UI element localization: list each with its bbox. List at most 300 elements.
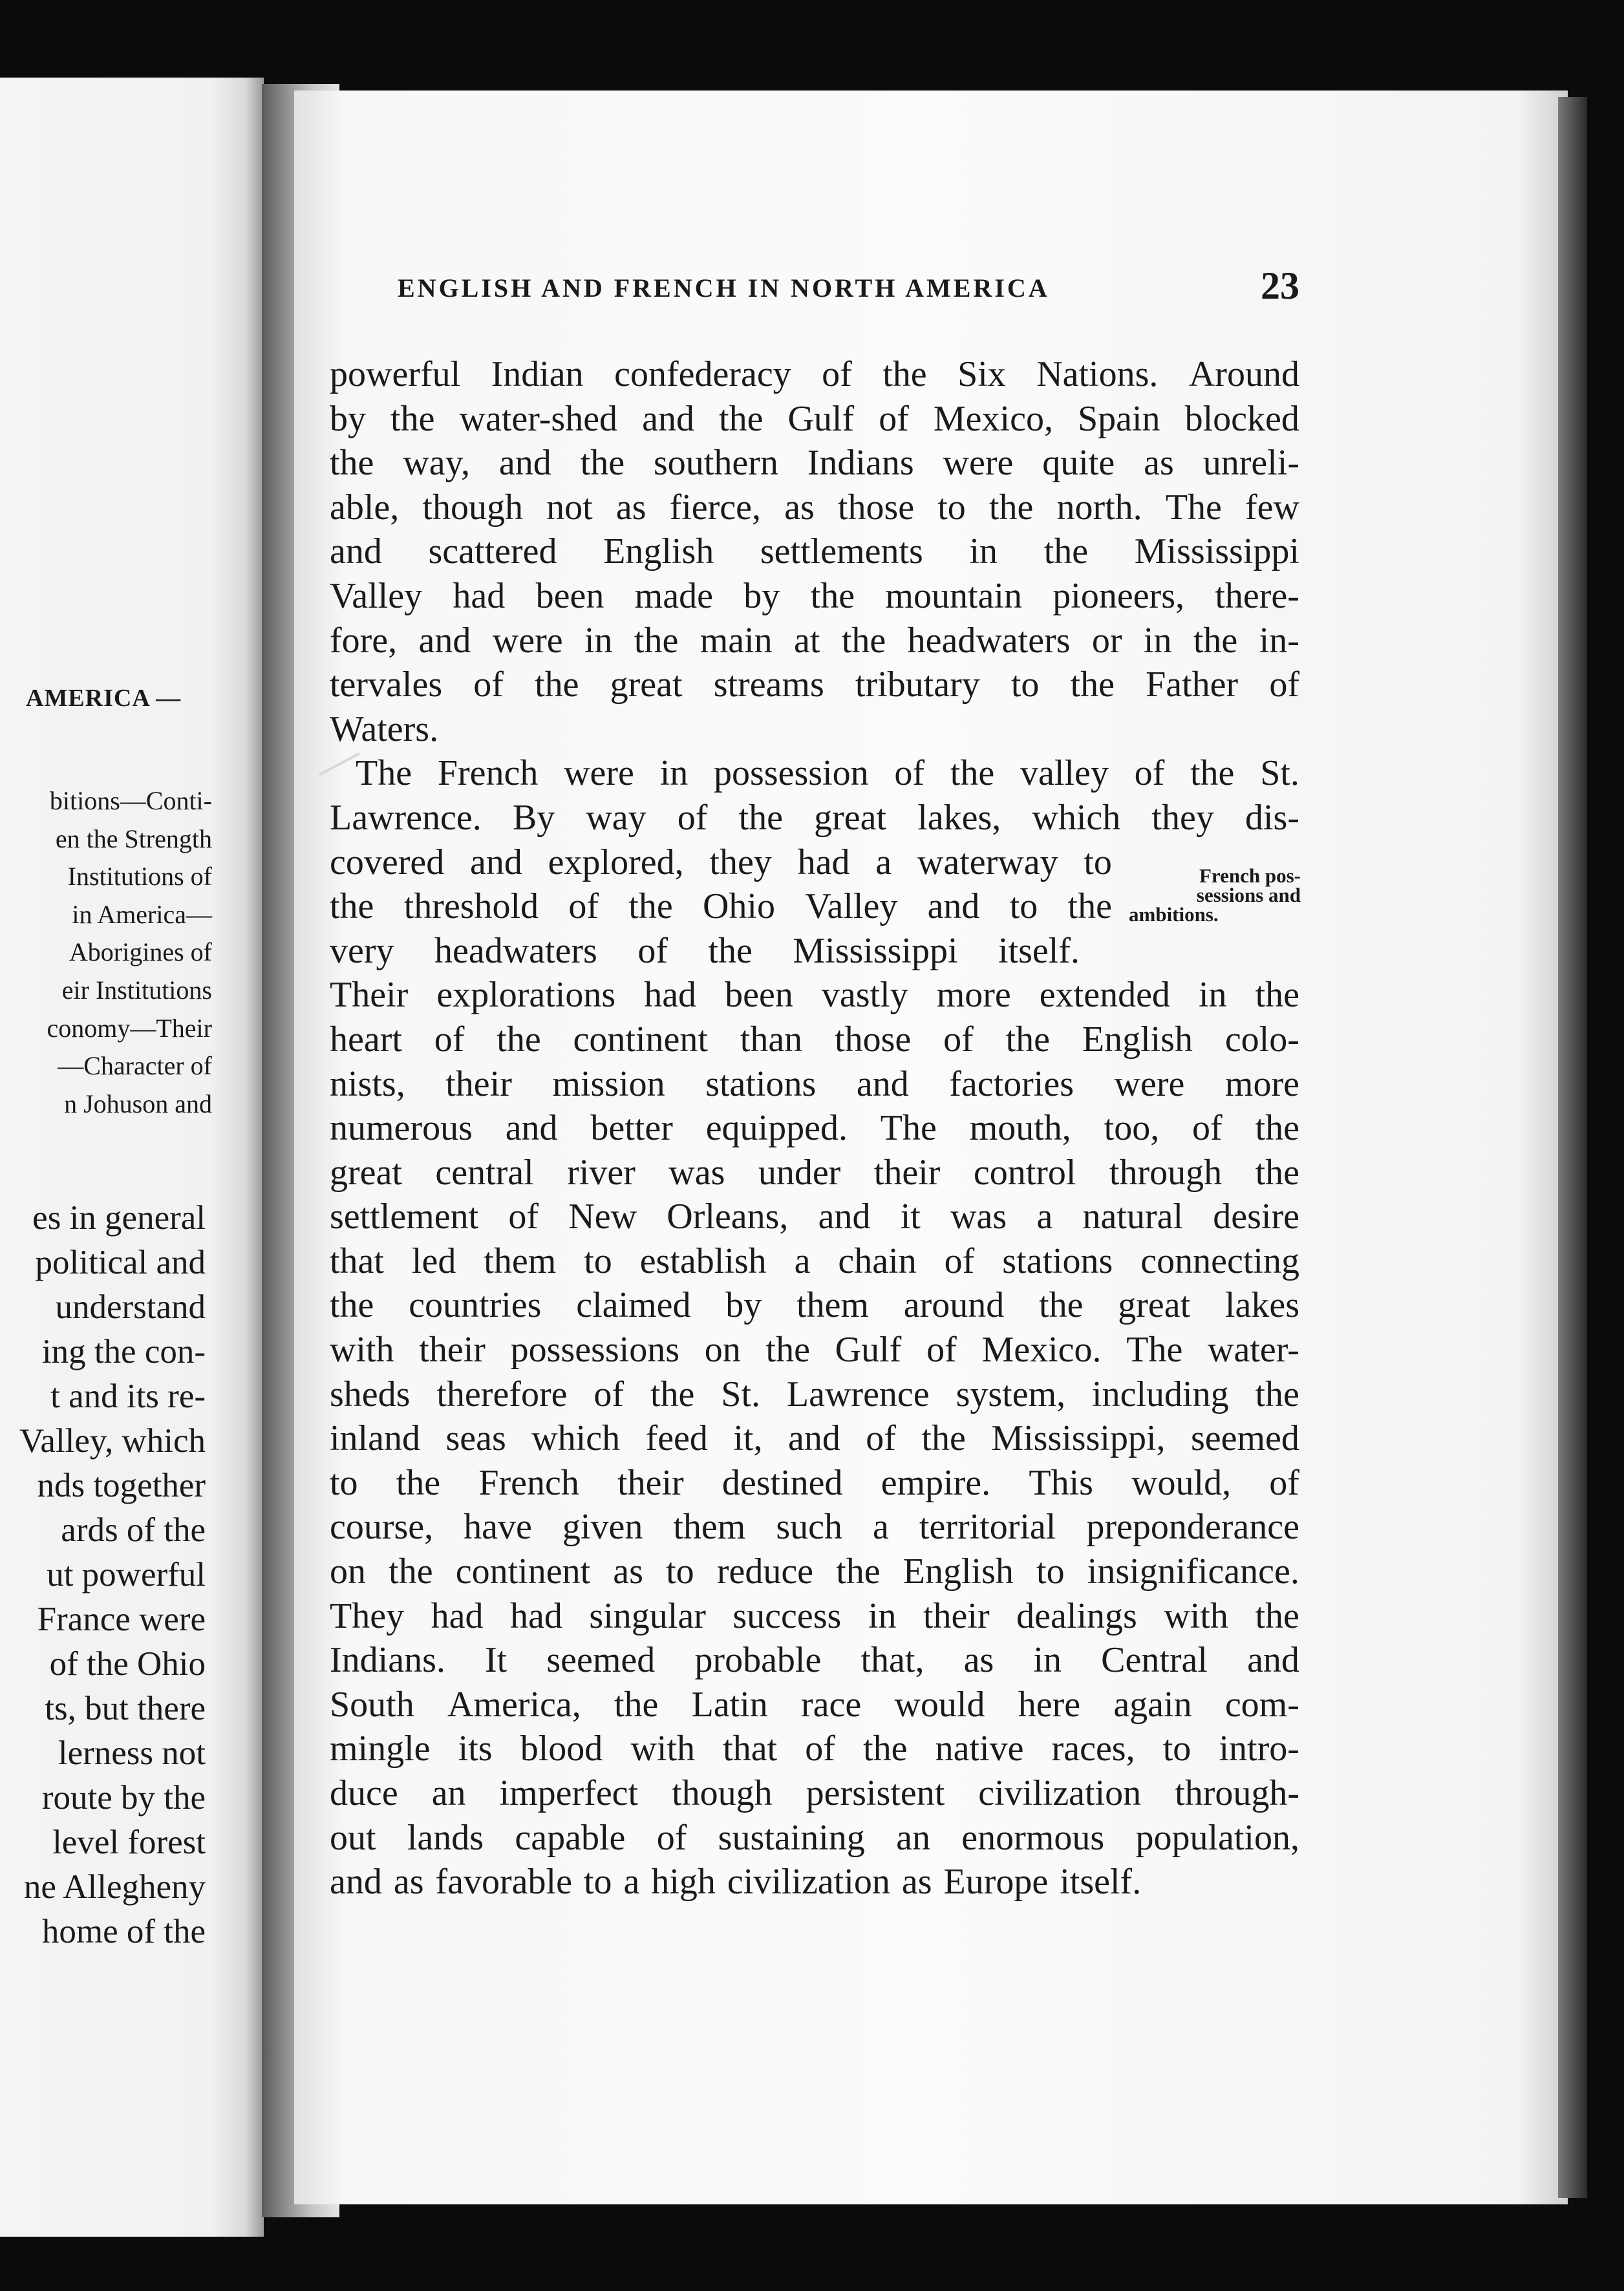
word: great — [610, 665, 683, 705]
word: that — [330, 1241, 384, 1281]
summary-line: in America— — [72, 899, 212, 929]
word: the — [535, 665, 579, 705]
word: French — [478, 1462, 579, 1503]
word: water- — [1208, 1330, 1299, 1370]
word: and — [787, 1418, 840, 1459]
word: blood — [520, 1729, 603, 1769]
word: They — [330, 1595, 405, 1636]
word: the — [1190, 753, 1235, 794]
word: made — [634, 575, 713, 616]
word: Mexico, — [933, 398, 1053, 439]
word: the — [1039, 1285, 1084, 1326]
word: great — [330, 1152, 402, 1193]
word: Mississippi, — [991, 1418, 1166, 1459]
word: seas — [445, 1418, 506, 1459]
word: had — [797, 842, 850, 882]
word: those — [835, 1019, 912, 1060]
word: in — [584, 620, 613, 661]
word: Nations. — [1036, 354, 1159, 394]
word: The — [356, 753, 412, 794]
text-line — [330, 1860, 1299, 1904]
text-line — [330, 1062, 1299, 1107]
word: Their — [330, 975, 409, 1016]
word: enormous — [961, 1817, 1105, 1858]
word: very — [330, 930, 394, 971]
word: that, — [860, 1640, 924, 1681]
word: an — [896, 1817, 930, 1858]
left-text-line: home of the — [41, 1913, 206, 1950]
word: of — [568, 886, 599, 927]
word: the — [988, 487, 1034, 527]
word: headwaters — [907, 620, 1071, 661]
text-line — [330, 1727, 1299, 1771]
word: of — [1269, 1462, 1299, 1503]
left-text-line: ne Allegheny — [23, 1868, 206, 1906]
word: of — [944, 1241, 975, 1281]
word: confederacy — [614, 354, 791, 394]
word: The — [880, 1108, 937, 1149]
text-line — [330, 884, 1112, 929]
word: capable — [515, 1817, 626, 1858]
text-line — [330, 1328, 1299, 1372]
word: valley — [1020, 753, 1109, 794]
text-line — [330, 1106, 1299, 1151]
word: to — [584, 1241, 612, 1281]
word: under — [758, 1152, 841, 1193]
left-page-heading: AMERICA — — [26, 685, 182, 712]
word: and — [470, 842, 522, 882]
word: had — [453, 575, 506, 616]
word: chain — [838, 1241, 917, 1281]
text-line — [330, 1239, 1299, 1284]
word: with — [1164, 1595, 1228, 1636]
sidenote-line: sessions and — [1196, 884, 1301, 906]
text-line — [330, 1638, 1299, 1683]
main-body-text — [330, 352, 1299, 1904]
word: as — [615, 487, 646, 527]
word: the — [810, 575, 855, 616]
word: Indians. — [330, 1640, 445, 1681]
word: insignificance. — [1087, 1551, 1299, 1592]
word: settlement — [330, 1197, 479, 1237]
word: control — [973, 1152, 1076, 1193]
word: of — [822, 354, 852, 394]
word: and — [505, 1108, 558, 1149]
word: the — [580, 443, 625, 484]
word: St. — [721, 1374, 760, 1414]
word: or — [1091, 620, 1122, 661]
word: South — [330, 1684, 414, 1725]
word: English — [1082, 1019, 1193, 1060]
word: dis- — [1245, 797, 1299, 838]
word: by — [330, 398, 366, 439]
word: of — [677, 797, 708, 838]
word: mingle — [330, 1729, 431, 1769]
sidenote-line: ambitions. — [1129, 903, 1219, 926]
word: Lawrence. — [330, 797, 482, 838]
word: Father — [1146, 665, 1239, 705]
word: continent — [573, 1019, 708, 1060]
word: French — [437, 753, 539, 794]
word: Europe — [943, 1862, 1049, 1902]
text-line — [330, 973, 1299, 1018]
word: threshold — [403, 886, 539, 927]
word: New — [568, 1197, 637, 1237]
word: quite — [1042, 443, 1115, 484]
word: those — [837, 487, 915, 527]
word: system, — [956, 1374, 1066, 1414]
word: the — [921, 1418, 966, 1459]
text-line — [330, 1771, 1299, 1816]
word: and — [856, 1063, 909, 1104]
word: though — [422, 487, 523, 527]
word: their — [617, 1462, 684, 1503]
word: the — [841, 620, 886, 661]
word: nists, — [330, 1063, 405, 1104]
word: it, — [733, 1418, 763, 1459]
word: race — [801, 1684, 862, 1725]
word: the — [708, 930, 753, 971]
text-line — [330, 1018, 1299, 1062]
left-text-line: route by the — [41, 1779, 206, 1817]
summary-line: Institutions of — [67, 862, 212, 891]
word: inland — [330, 1418, 420, 1459]
word: seemed — [1190, 1418, 1299, 1459]
word: lands — [407, 1817, 484, 1858]
word: St. — [1260, 753, 1299, 794]
summary-line: —Character of — [58, 1051, 212, 1081]
word: would — [894, 1684, 985, 1725]
word: This — [1029, 1462, 1093, 1503]
word: of — [593, 1374, 625, 1414]
text-line — [330, 1151, 1299, 1195]
word: way — [586, 797, 646, 838]
word: though — [672, 1773, 773, 1813]
word: Ohio — [702, 886, 775, 927]
word: led — [411, 1241, 456, 1281]
left-text-line: ut powerful — [47, 1556, 206, 1593]
word: singular — [589, 1595, 706, 1636]
text-line — [330, 929, 1080, 974]
word: as — [784, 487, 815, 527]
word: Gulf — [835, 1330, 902, 1370]
word: out — [330, 1817, 376, 1858]
text-line — [330, 1550, 1299, 1594]
sidenote-line: French pos- — [1199, 864, 1301, 887]
word: with — [630, 1729, 695, 1769]
left-text-line: level forest — [52, 1824, 206, 1861]
word: at — [794, 620, 820, 661]
word: of — [879, 398, 909, 439]
word: Lawrence — [786, 1374, 930, 1414]
word: lakes, — [917, 797, 1001, 838]
left-text-line: ts, but there — [45, 1690, 206, 1727]
word: the — [1005, 1019, 1051, 1060]
word: Indians — [807, 443, 914, 484]
word: the — [1043, 531, 1089, 572]
left-page-body-text — [0, 1196, 206, 1954]
word: the — [1255, 1374, 1299, 1414]
word: the — [836, 1551, 881, 1592]
word: and — [330, 1862, 382, 1902]
word: through- — [1175, 1773, 1299, 1813]
word: It — [485, 1640, 508, 1681]
word: had — [644, 975, 697, 1016]
word: a — [1036, 1197, 1053, 1237]
word: as — [963, 1640, 994, 1681]
word: claimed — [576, 1285, 691, 1326]
summary-line: conomy—Their — [47, 1013, 212, 1043]
running-head: ENGLISH AND FRENCH IN NORTH AMERICA — [398, 273, 1050, 303]
word: establish — [639, 1241, 767, 1281]
word: tervales — [330, 665, 443, 705]
word: Around — [1188, 354, 1299, 394]
word: that — [723, 1729, 778, 1769]
word: river — [567, 1152, 636, 1193]
word: a — [623, 1862, 640, 1902]
word: not — [546, 487, 593, 527]
text-line — [330, 619, 1299, 663]
word: their — [923, 1595, 990, 1636]
summary-line: en the Strength — [55, 824, 212, 853]
text-line — [330, 485, 1299, 530]
word: population, — [1135, 1817, 1299, 1858]
word: powerful — [330, 354, 461, 394]
word: equipped. — [705, 1108, 848, 1149]
word: to — [1010, 665, 1040, 705]
text-line — [330, 796, 1299, 840]
word: the — [390, 398, 435, 439]
word: duce — [330, 1773, 398, 1813]
word: the — [628, 886, 673, 927]
word: reduce — [716, 1551, 814, 1592]
word: in — [868, 1595, 897, 1636]
word: the — [396, 1462, 441, 1503]
word: of — [656, 1817, 687, 1858]
word: persistent — [806, 1773, 945, 1813]
left-facing-page — [0, 78, 264, 2237]
word: a — [873, 1507, 889, 1548]
word: of — [508, 1197, 539, 1237]
word: were — [492, 620, 563, 661]
word: central — [435, 1152, 534, 1193]
word: great — [1118, 1285, 1191, 1326]
word: them — [673, 1507, 746, 1548]
word: north. — [1056, 487, 1142, 527]
text-line — [330, 1594, 1299, 1639]
word: native — [935, 1729, 1024, 1769]
text-line — [330, 1683, 1299, 1727]
word: was — [950, 1197, 1007, 1237]
word: better — [590, 1108, 673, 1149]
text-line — [330, 1505, 1299, 1550]
word: the — [1193, 620, 1238, 661]
left-text-line: of the Ohio — [49, 1645, 206, 1683]
word: mouth, — [969, 1108, 1071, 1149]
word: fore, — [330, 620, 398, 661]
word: able, — [330, 487, 400, 527]
word: the — [330, 886, 374, 927]
word: to — [1009, 886, 1038, 927]
word: the — [389, 1551, 433, 1592]
word: by — [725, 1285, 762, 1326]
word: the — [882, 354, 927, 394]
word: intro- — [1219, 1729, 1299, 1769]
word: as — [393, 1862, 424, 1902]
word: which — [531, 1418, 621, 1459]
left-text-line: nds together — [37, 1467, 206, 1504]
word: a — [794, 1241, 811, 1281]
word: fierce, — [669, 487, 761, 527]
word: water-shed — [459, 398, 618, 439]
word: America, — [447, 1684, 581, 1725]
word: heart — [330, 1019, 402, 1060]
word: way, — [403, 443, 470, 484]
word: the — [1255, 975, 1299, 1016]
word: Spain — [1078, 398, 1160, 439]
word: had — [431, 1595, 484, 1636]
word: Valley — [805, 886, 898, 927]
word: Six — [957, 354, 1006, 394]
word: sheds — [330, 1374, 411, 1414]
word: and — [330, 531, 382, 572]
word: in — [969, 531, 998, 572]
word: around — [903, 1285, 1005, 1326]
word: unreli- — [1202, 443, 1299, 484]
word: com- — [1224, 1684, 1299, 1725]
word: been — [725, 975, 793, 1016]
word: to — [1036, 1551, 1065, 1592]
word: again — [1113, 1684, 1192, 1725]
word: civilization — [978, 1773, 1142, 1813]
text-line — [330, 840, 1112, 885]
text-line — [330, 352, 1299, 397]
word: were — [943, 443, 1014, 484]
word: the — [719, 398, 764, 439]
word: extended — [1039, 975, 1170, 1016]
word: in — [1143, 620, 1172, 661]
word: as — [901, 1862, 932, 1902]
word: Mississippi — [1134, 531, 1299, 572]
word: of — [434, 1019, 465, 1060]
word: of — [1134, 753, 1165, 794]
word: such — [776, 1507, 842, 1548]
left-text-line: understand — [55, 1288, 206, 1326]
word: the — [1067, 886, 1112, 927]
word: with — [330, 1330, 394, 1370]
word: Mississippi — [793, 930, 958, 971]
text-line — [330, 397, 1299, 442]
word: the — [330, 443, 374, 484]
word: of — [894, 753, 925, 794]
word: their — [873, 1152, 941, 1193]
word: to — [1162, 1729, 1191, 1769]
word: in- — [1259, 620, 1299, 661]
word: given — [562, 1507, 643, 1548]
word: success — [732, 1595, 842, 1636]
word: blocked — [1184, 398, 1299, 439]
word: to — [583, 1862, 612, 1902]
word: itself. — [998, 930, 1080, 971]
word: Valley — [330, 575, 423, 616]
word: dealings — [1016, 1595, 1137, 1636]
word: of — [926, 1330, 957, 1370]
word: countries — [409, 1285, 542, 1326]
word: races, — [1051, 1729, 1135, 1769]
text-line — [330, 1816, 1299, 1860]
word: of — [943, 1019, 974, 1060]
word: empire. — [881, 1462, 991, 1503]
text-line — [330, 1283, 1299, 1328]
word: too, — [1104, 1108, 1160, 1149]
word: were — [1114, 1063, 1185, 1104]
word: in — [1033, 1640, 1062, 1681]
word: been — [535, 575, 604, 616]
word: Indian — [491, 354, 584, 394]
word: more — [1224, 1063, 1299, 1104]
word: in — [1198, 975, 1227, 1016]
summary-line: Aborigines of — [69, 937, 212, 967]
word: them — [796, 1285, 869, 1326]
left-text-line: political and — [35, 1244, 206, 1281]
left-text-line: ards of the — [61, 1511, 206, 1549]
left-text-line: France were — [37, 1601, 206, 1638]
left-page-chapter-summary — [0, 782, 212, 1123]
word: the — [330, 1285, 374, 1326]
word: on — [704, 1330, 741, 1370]
word: of — [473, 665, 504, 705]
word: them — [484, 1241, 557, 1281]
word: were — [564, 753, 634, 794]
word: of — [805, 1729, 835, 1769]
text-line — [330, 574, 1299, 619]
word: The — [1126, 1330, 1183, 1370]
word: the — [497, 1019, 541, 1060]
word: the — [738, 797, 784, 838]
word: their — [445, 1063, 512, 1104]
word: destined — [721, 1462, 843, 1503]
summary-line: n Johuson and — [64, 1089, 212, 1118]
word: high — [651, 1862, 716, 1902]
word: the — [1255, 1595, 1299, 1636]
word: main — [700, 620, 773, 661]
word: territorial — [919, 1507, 1056, 1548]
word: possession — [714, 753, 869, 794]
word: the — [614, 1684, 659, 1725]
word: civilization — [727, 1862, 890, 1902]
word: they — [1151, 797, 1214, 838]
word: natural — [1082, 1197, 1184, 1237]
word: feed — [645, 1418, 708, 1459]
word: few — [1245, 487, 1299, 527]
left-text-line: Valley, which — [19, 1422, 206, 1460]
left-text-line: es in general — [32, 1199, 206, 1237]
word: had — [510, 1595, 562, 1636]
word: English — [903, 1551, 1014, 1592]
word: of — [1192, 1108, 1223, 1149]
word: of — [1269, 665, 1299, 705]
word: including — [1092, 1374, 1229, 1414]
text-line — [330, 1461, 1299, 1506]
word: explorations — [436, 975, 616, 1016]
word: numerous — [330, 1108, 473, 1149]
word: the — [634, 620, 679, 661]
word: therefore — [436, 1374, 568, 1414]
word: the — [765, 1330, 810, 1370]
word: By — [512, 797, 555, 838]
word: here — [1018, 1684, 1081, 1725]
word: by — [743, 575, 780, 616]
